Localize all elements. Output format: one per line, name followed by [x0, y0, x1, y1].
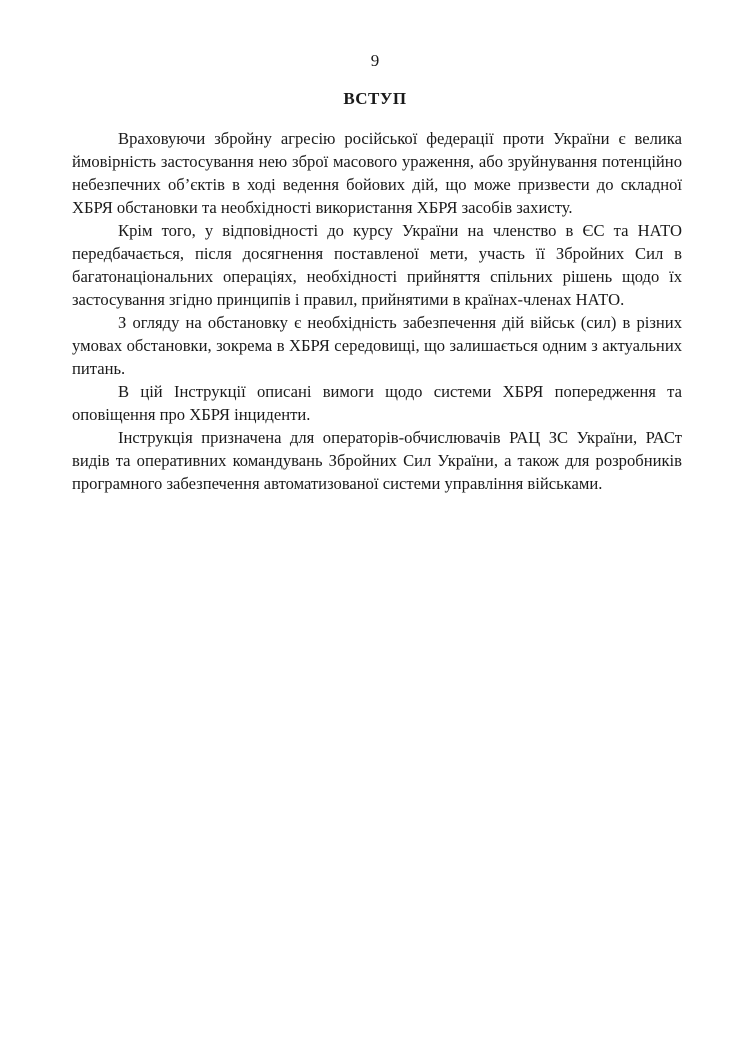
paragraph: Крім того, у відповідності до курсу України на членство в ЄС та НАТО передбачається, після досягнення поставленої мети, участь її Збройних Сил в багатонаціональних операціях, необхідності прийняття спільних рішень щодо їх застосування згідно принципів і правил, прийнятими в країнах-членах НАТО. — [72, 221, 682, 309]
paragraph: В цій Інструкції описані вимоги щодо системи ХБРЯ попередження та оповіщення про ХБРЯ інциденти. — [72, 382, 682, 424]
paragraph: З огляду на обстановку є необхідність забезпечення дій військ (сил) в різних умовах обстановки, зокрема в ХБРЯ середовищі, що залишається одним з актуальних питань. — [72, 313, 682, 378]
section-heading: ВСТУП — [343, 89, 407, 108]
paragraph: Інструкція призначена для операторів-обчислювачів РАЦ ЗС України, РАСт видів та оперативних командувань Збройних Сил України, а також для розробників програмного забезпечення автоматизованої системи управління військами. — [72, 428, 682, 493]
paragraph: Враховуючи збройну агресію російської федерації проти України є велика ймовірність застосування нею зброї масового ураження, або зруйнування потенційно небезпечних об’єктів в ході ведення бойових дій, що може призвести до складної ХБРЯ обстановки та необхідності використання ХБРЯ засобів захисту. — [72, 129, 682, 217]
document-body — [72, 127, 682, 495]
page-number: 9 — [370, 51, 380, 70]
